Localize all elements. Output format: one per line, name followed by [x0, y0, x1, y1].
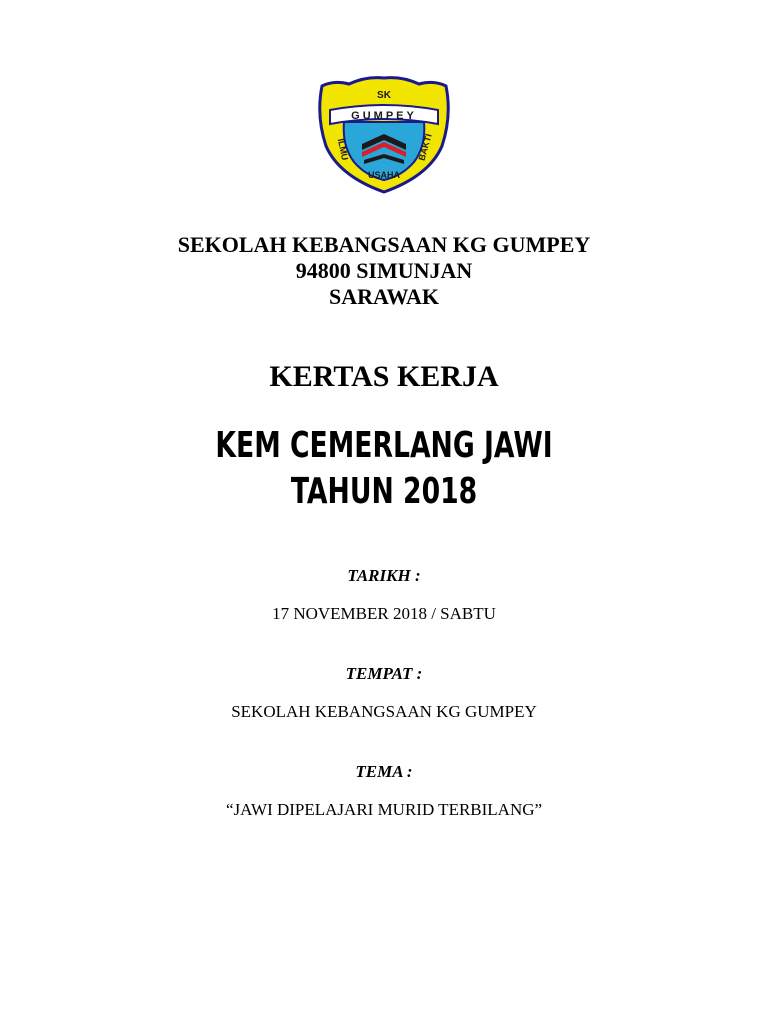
- place-value: SEKOLAH KEBANGSAAN KG GUMPEY: [231, 702, 537, 721]
- school-crest-logo: [314, 76, 454, 196]
- crest-bottom-text: USAHA: [367, 170, 401, 180]
- school-state: SARAWAK: [328, 284, 440, 309]
- theme-value: “JAWI DIPELAJARI MURID TERBILANG”: [225, 800, 543, 819]
- date-value: 17 NOVEMBER 2018 / SABTU: [272, 604, 496, 623]
- document-type-title: KERTAS KERJA: [269, 360, 499, 393]
- school-postcode-city: 94800 SIMUNJAN: [295, 258, 473, 283]
- school-name: SEKOLAH KEBANGSAAN KG GUMPEY: [177, 232, 591, 257]
- place-label: TEMPAT :: [345, 664, 423, 683]
- date-label: TARIKH :: [347, 566, 421, 585]
- crest-top-text: SK: [377, 90, 391, 101]
- event-title-line-2: TAHUN 2018: [290, 471, 478, 512]
- crest-banner-text: GUMPEY: [351, 110, 417, 122]
- event-title-line-1: KEM CEMERLANG JAWI: [215, 425, 553, 466]
- theme-label: TEMA :: [355, 762, 413, 781]
- crest-left-text: ILMU: [335, 137, 351, 162]
- crest-right-text: BAKTI: [416, 132, 434, 162]
